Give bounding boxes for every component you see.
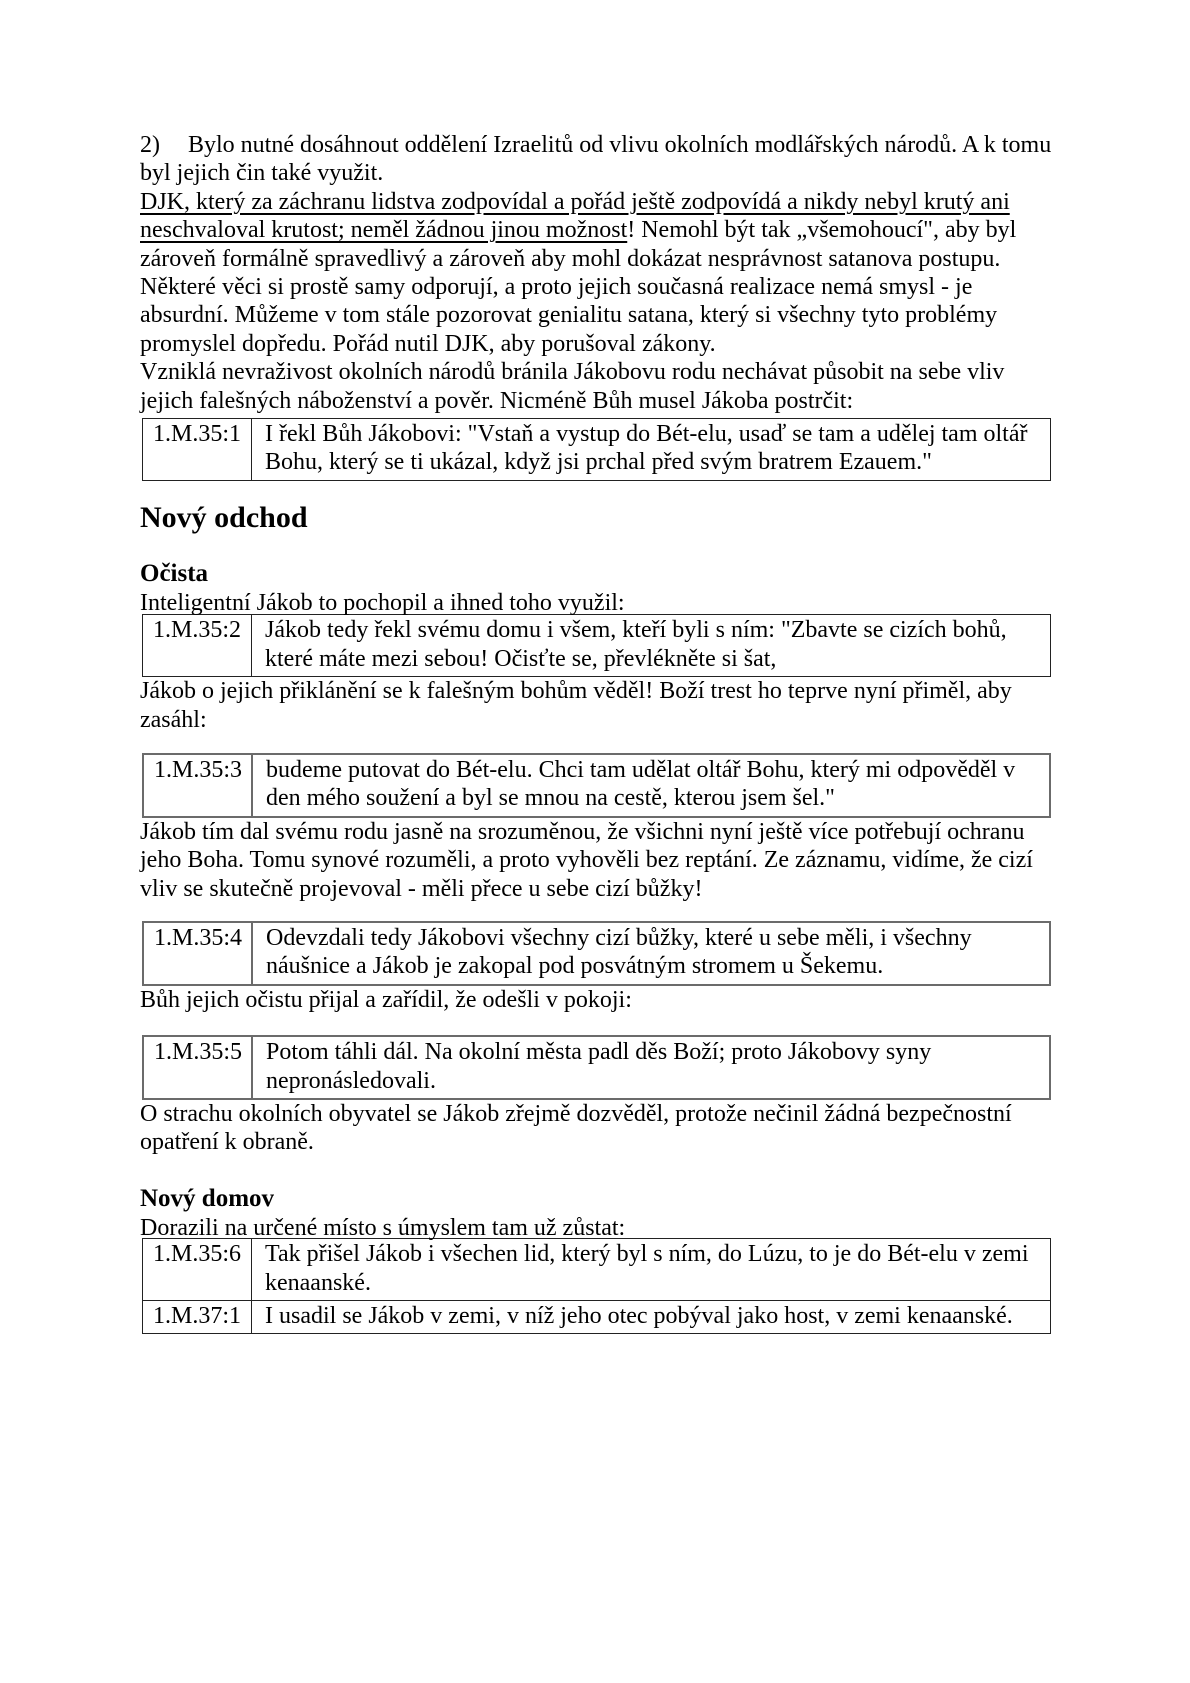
section-heading-novy-odchod: Nový odchod — [140, 500, 308, 534]
underlined-statement: DJK, který za záchranu lidstva zodpovídal a pořád ještě zodpovídá a nikdy nebyl krutý ani neschvaloval krutost; neměl žádnou jinou možnost — [140, 188, 1010, 244]
verse-ref-cell: 1.M.35:6 — [143, 1239, 252, 1301]
table-row — [143, 615, 1051, 677]
subsection-heading-ocista: Očista — [140, 559, 209, 587]
table-row — [143, 1239, 1051, 1301]
table-row — [143, 419, 1051, 481]
verse-ref-cell: 1.M.35:4 — [143, 922, 252, 985]
paragraph-arrived: Dorazili na určené místo s úmyslem tam už zůstat: — [140, 1214, 626, 1241]
table-row — [143, 1301, 1051, 1334]
verse-ref-cell: 1.M.35:5 — [143, 1036, 252, 1099]
verse-ref-cell: 1.M.35:2 — [143, 615, 252, 677]
intro-paragraph-3: Vzniklá nevraživost okolních národů bránila Jákobovu rodu nechávat působit na sebe vliv jejich falešných náboženství a pověr. Nicméně Bůh musel Jákoba postrčit: — [140, 359, 1005, 414]
table-row — [143, 754, 1050, 817]
verse-ref-cell: 1.M.35:3 — [143, 754, 252, 817]
verse-table-35-4 — [142, 921, 1051, 986]
verse-text-cell: Jákob tedy řekl svému domu i všem, kteří byli s ním: "Zbavte se cizích bohů, které máte mezi sebou! Očisťte se, převlékněte si šat, — [252, 615, 1051, 677]
intro-paragraph-2 — [140, 188, 1057, 358]
verse-text-cell: Tak přišel Jákob i všechen lid, který byl s ním, do Lúzu, to je do Bét-elu v zemi kenaanské. — [252, 1239, 1051, 1301]
verse-ref-cell: 1.M.35:1 — [143, 419, 252, 481]
intro-paragraph-1-text: Bylo nutné dosáhnout oddělení Izraelitů od vlivu okolních modlářských národů. A k tomu byl jejich čin také využit. — [140, 132, 1052, 187]
subsection-heading-novy-domov: Nový domov — [140, 1184, 275, 1212]
paragraph-intelligent: Inteligentní Jákob to pochopil a ihned toho využil: — [140, 589, 625, 616]
table-row — [143, 1036, 1050, 1099]
verse-text-cell: Potom táhli dál. Na okolní města padl děs Boží; proto Jákobovy syny nepronásledovali. — [252, 1036, 1050, 1099]
verse-table-35-1 — [142, 418, 1051, 481]
verse-table-35-6-37-1 — [142, 1238, 1051, 1334]
verse-ref-cell: 1.M.37:1 — [143, 1301, 252, 1334]
table-row — [143, 922, 1050, 985]
verse-text-cell: I usadil se Jákob v zemi, v níž jeho otec pobýval jako host, v zemi kenaanské. — [252, 1301, 1051, 1334]
paragraph-jakob-knew: Jákob o jejich přiklánění se k falešným bohům věděl! Boží trest ho teprve nyní přiměl, aby zasáhl: — [140, 678, 1012, 733]
paragraph-fear: O strachu okolních obyvatel se Jákob zřejmě dozvěděl, protože nečinil žádná bezpečnostní opatření k obraně. — [140, 1100, 1012, 1156]
verse-table-35-3 — [142, 753, 1051, 818]
intro-paragraph-1 — [140, 131, 1057, 188]
paragraph-god-accepted: Bůh jejich očistu přijal a zařídil, že odešli v pokoji: — [140, 986, 632, 1013]
verse-table-35-5 — [142, 1035, 1051, 1100]
paragraph-jakob-showed: Jákob tím dal svému rodu jasně na srozuměnou, že všichni nyní ještě více potřebují ochranu jeho Boha. Tomu synové rozuměli, a proto vyhověli bez reptání. Ze záznamu, vidíme, že cizí vliv se skutečně projevoval - měli přece u sebe cizí bůžky! — [140, 818, 1033, 902]
verse-text-cell: Odevzdali tedy Jákobovi všechny cizí bůžky, které u sebe měli, i všechny náušnice a Jákob je zakopal pod posvátným stromem u Šekemu. — [252, 922, 1050, 985]
list-item-number: 2) — [140, 132, 160, 158]
verse-text-cell: I řekl Bůh Jákobovi: "Vstaň a vystup do Bét-elu, usaď se tam a udělej tam oltář Bohu, který se ti ukázal, když jsi prchal před svým bratrem Ezauem." — [252, 419, 1051, 481]
verse-text-cell: budeme putovat do Bét-elu. Chci tam udělat oltář Bohu, který mi odpověděl v den mého soužení a byl se mnou na cestě, kterou jsem šel." — [252, 754, 1050, 817]
verse-table-35-2 — [142, 614, 1051, 677]
intro-paragraph-2-rest: ! Nemohl být tak „všemohoucí", aby byl zároveň formálně spravedlivý a zároveň aby mohl dokázat nesprávnost satanova postupu. Některé věci si prostě samy odporují, a proto jejich současná realizace nemá smysl - je absurdní. Můžeme v tom stále pozorovat genialitu satana, který si všechny tyto problémy promyslel dopředu. Pořád nutil DJK, aby porušoval zákony. — [140, 217, 1017, 357]
